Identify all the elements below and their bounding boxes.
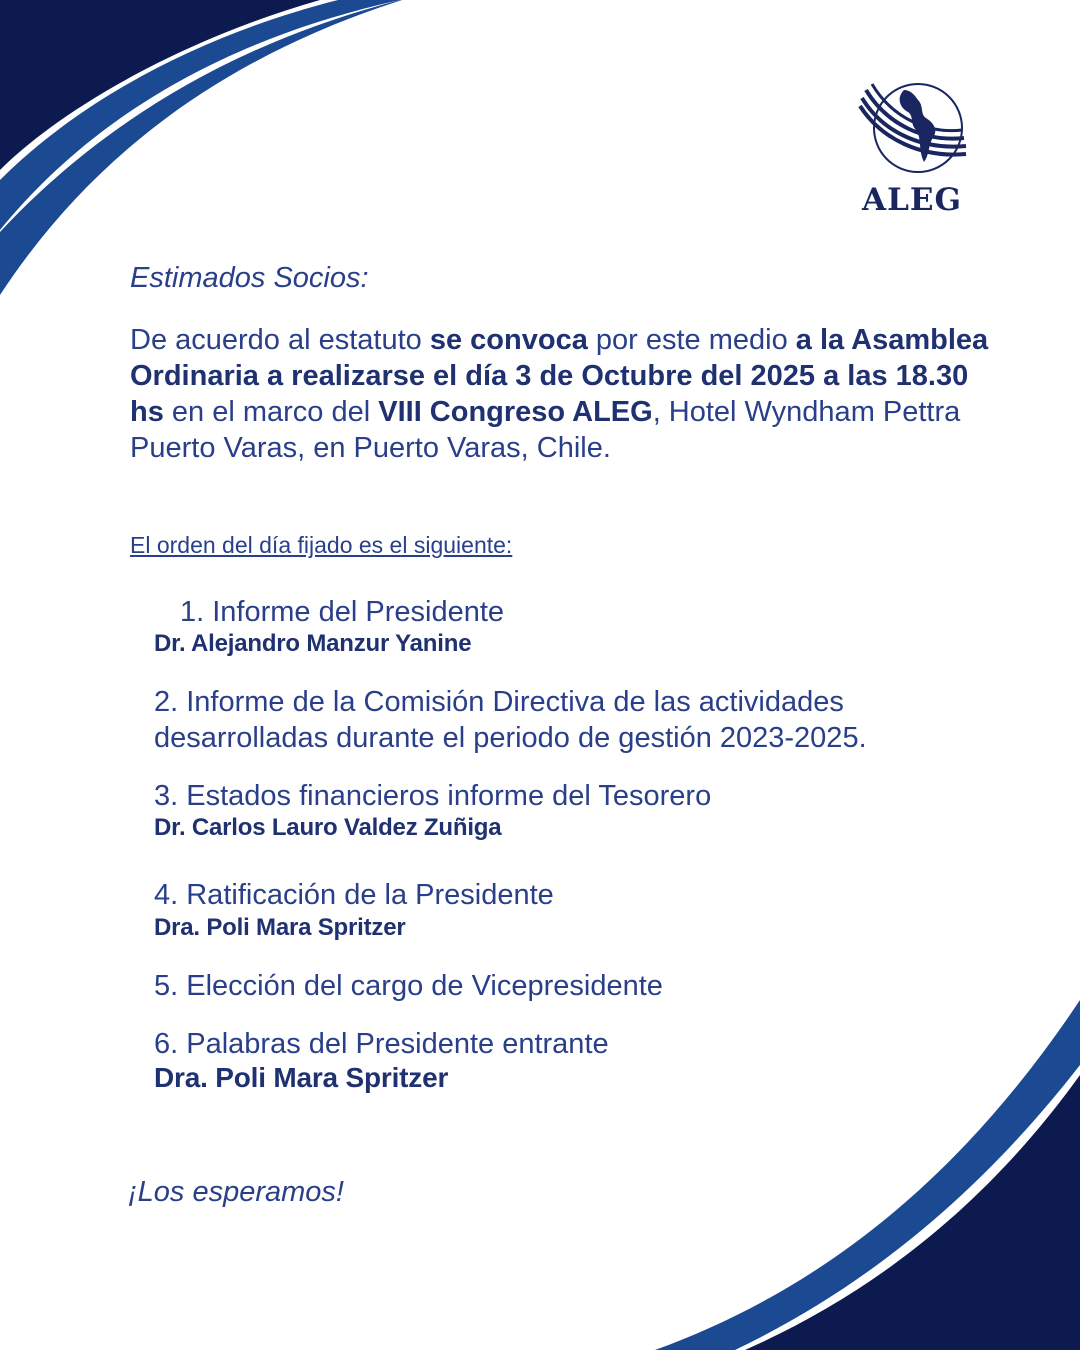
- intro-bold-1: se convoca: [429, 324, 588, 356]
- intro-bold-2: a la Asamblea Ordinaria a realizarse el día 3 de Octubre del 2025 a las 18.30 hs: [130, 324, 989, 428]
- intro-text-2: por este medio: [587, 324, 796, 356]
- agenda-item-5: 5. Elección del cargo de Vicepresidente: [154, 970, 663, 1002]
- agenda-item-4-person: Dra. Poli Mara Spritzer: [154, 914, 406, 941]
- logo-text: ALEG: [862, 182, 962, 218]
- agenda-item-1: 1. Informe del Presidente: [180, 596, 505, 628]
- agenda-item-6-person: Dra. Poli Mara Spritzer: [154, 1062, 449, 1093]
- agenda-item-4: 4. Ratificación de la Presidente: [154, 879, 554, 911]
- intro-text-3: en el marco del: [163, 396, 379, 428]
- aleg-logo: [852, 78, 972, 220]
- agenda-item-3: 3. Estados financieros informe del Tesorero: [154, 780, 712, 812]
- intro-paragraph: [130, 322, 1010, 466]
- agenda-item-6: 6. Palabras del Presidente entrante: [154, 1028, 609, 1060]
- agenda-title: El orden del día fijado es el siguiente:: [130, 532, 513, 558]
- agenda-item-2: 2. Informe de la Comisión Directiva de las actividades desarrolladas durante el periodo de gestión 2023-2025.: [154, 686, 867, 754]
- agenda-item-3-person: Dr. Carlos Lauro Valdez Zuñiga: [154, 814, 502, 841]
- globe-logo-icon: [852, 78, 972, 178]
- intro-text-4: , Hotel Wyndham Pettra Puerto Varas, en Puerto Varas, Chile.: [130, 396, 961, 464]
- intro-bold-3: VIII Congreso ALEG: [378, 396, 653, 428]
- greeting: Estimados Socios:: [130, 262, 369, 294]
- agenda-item-1-person: Dr. Alejandro Manzur Yanine: [154, 630, 472, 657]
- intro-text-1: De acuerdo al estatuto: [130, 324, 430, 356]
- closing-text: ¡Los esperamos!: [128, 1176, 344, 1208]
